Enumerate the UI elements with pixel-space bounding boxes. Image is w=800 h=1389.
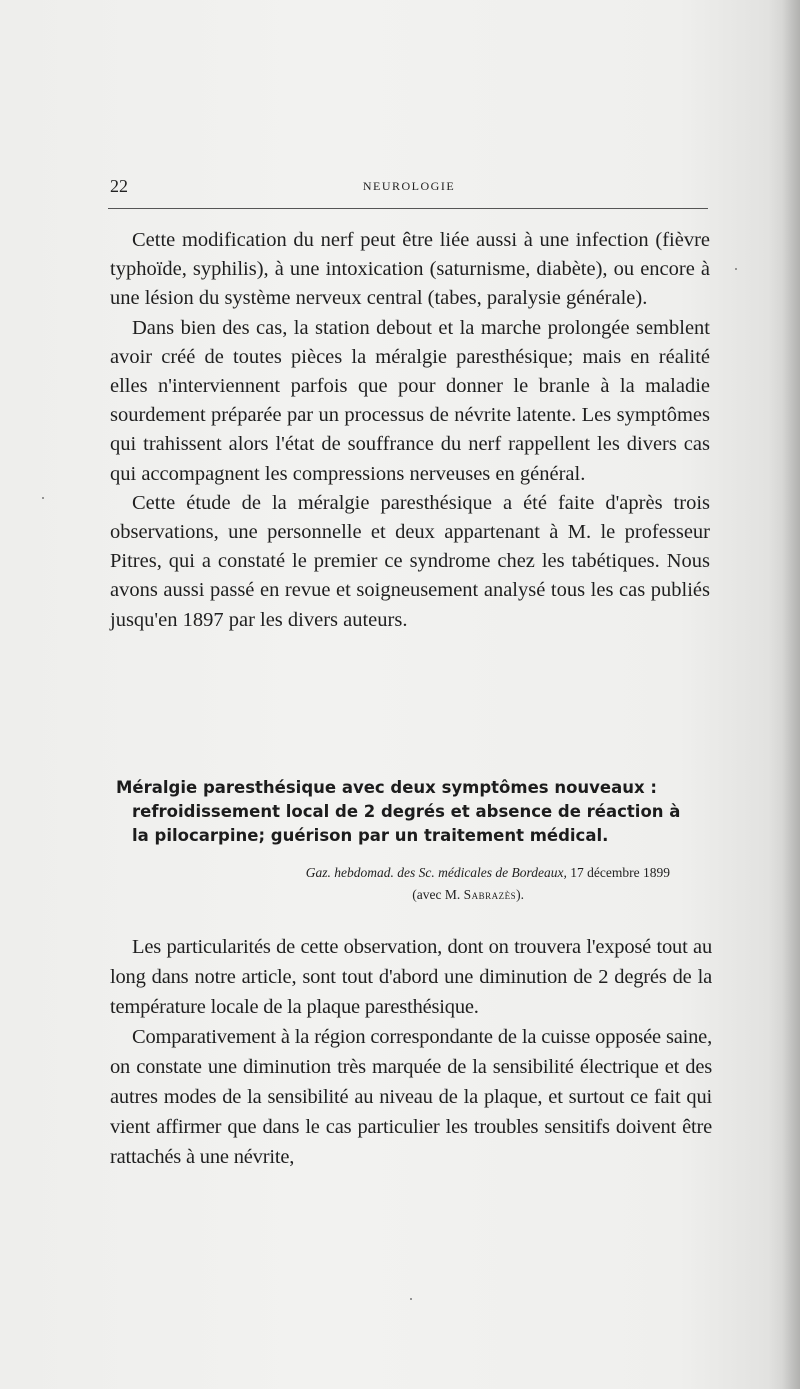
body-text-top (110, 226, 710, 635)
section-title-line: Méralgie paresthésique avec deux symptômes nouveaux : (116, 778, 657, 797)
section-title-line: refroidissement local de 2 degrés et absence de réaction à (132, 802, 681, 821)
header-rule (108, 208, 708, 209)
citation-source (110, 862, 670, 884)
scan-speck (735, 268, 737, 270)
citation-coauthor-prefix: (avec M. (412, 887, 461, 902)
running-head: NEUROLOGIE (362, 179, 456, 193)
paragraph: Cette étude de la méralgie paresthésique a été faite d'après trois observations, une personnelle et deux appartenant à M. le professeur Pitres, qui a constaté le premier ce syndrome chez les tabétiques. Nous avons aussi passé en revue et soigneusement analysé tous les cas publiés jusqu'en 1897 par les divers auteurs. (110, 491, 710, 631)
section-title-line: la pilocarpine; guérison par un traitement médical. (132, 826, 609, 845)
page-edge-shadow (782, 0, 800, 1389)
body-text-bottom (110, 932, 712, 1172)
paragraph: Comparativement à la région correspondante de la cuisse opposée saine, on constate une diminution très marquée de la sensibilité électrique et des autres modes de la sensibilité au niveau de la plaque, et surtout ce fait qui vient affirmer que dans le cas particulier les troubles sensitifs doivent être rattachés à une névrite, (110, 1026, 712, 1168)
citation-journal: Gaz. hebdomad. des Sc. médicales de Bordeaux, (305, 865, 567, 880)
page-header (110, 176, 708, 200)
scan-speck (42, 497, 44, 499)
citation (110, 862, 670, 906)
page-number: 22 (110, 176, 128, 196)
paragraph: Dans bien des cas, la station debout et la marche prolongée semblent avoir créé de toutes pièces la méralgie paresthésique; mais en réalité elles n'interviennent parfois que pour donner le branle à la maladie sourdement préparée par un processus de névrite latente. Les symptômes qui trahissent alors l'état de souffrance du nerf rappellent les divers cas qui accompagnent les compressions nerveuses en général. (110, 316, 710, 485)
citation-coauthor (110, 884, 670, 906)
scan-speck (410, 1298, 412, 1300)
paragraph: Les particularités de cette observation, dont on trouvera l'exposé tout au long dans notre article, sont tout d'abord une diminution de 2 degrés de la température locale de la plaque paresthésique. (110, 936, 712, 1018)
section-title (116, 776, 716, 848)
citation-coauthor-suffix: ). (516, 887, 524, 902)
citation-coauthor-name: Sabrazès (463, 887, 517, 902)
paragraph: Cette modification du nerf peut être liée aussi à une infection (fièvre typhoïde, syphilis), à une intoxication (saturnisme, diabète), ou encore à une lésion du système nerveux central (tabes, paralysie générale). (110, 229, 710, 310)
citation-date: 17 décembre 1899 (570, 865, 670, 880)
